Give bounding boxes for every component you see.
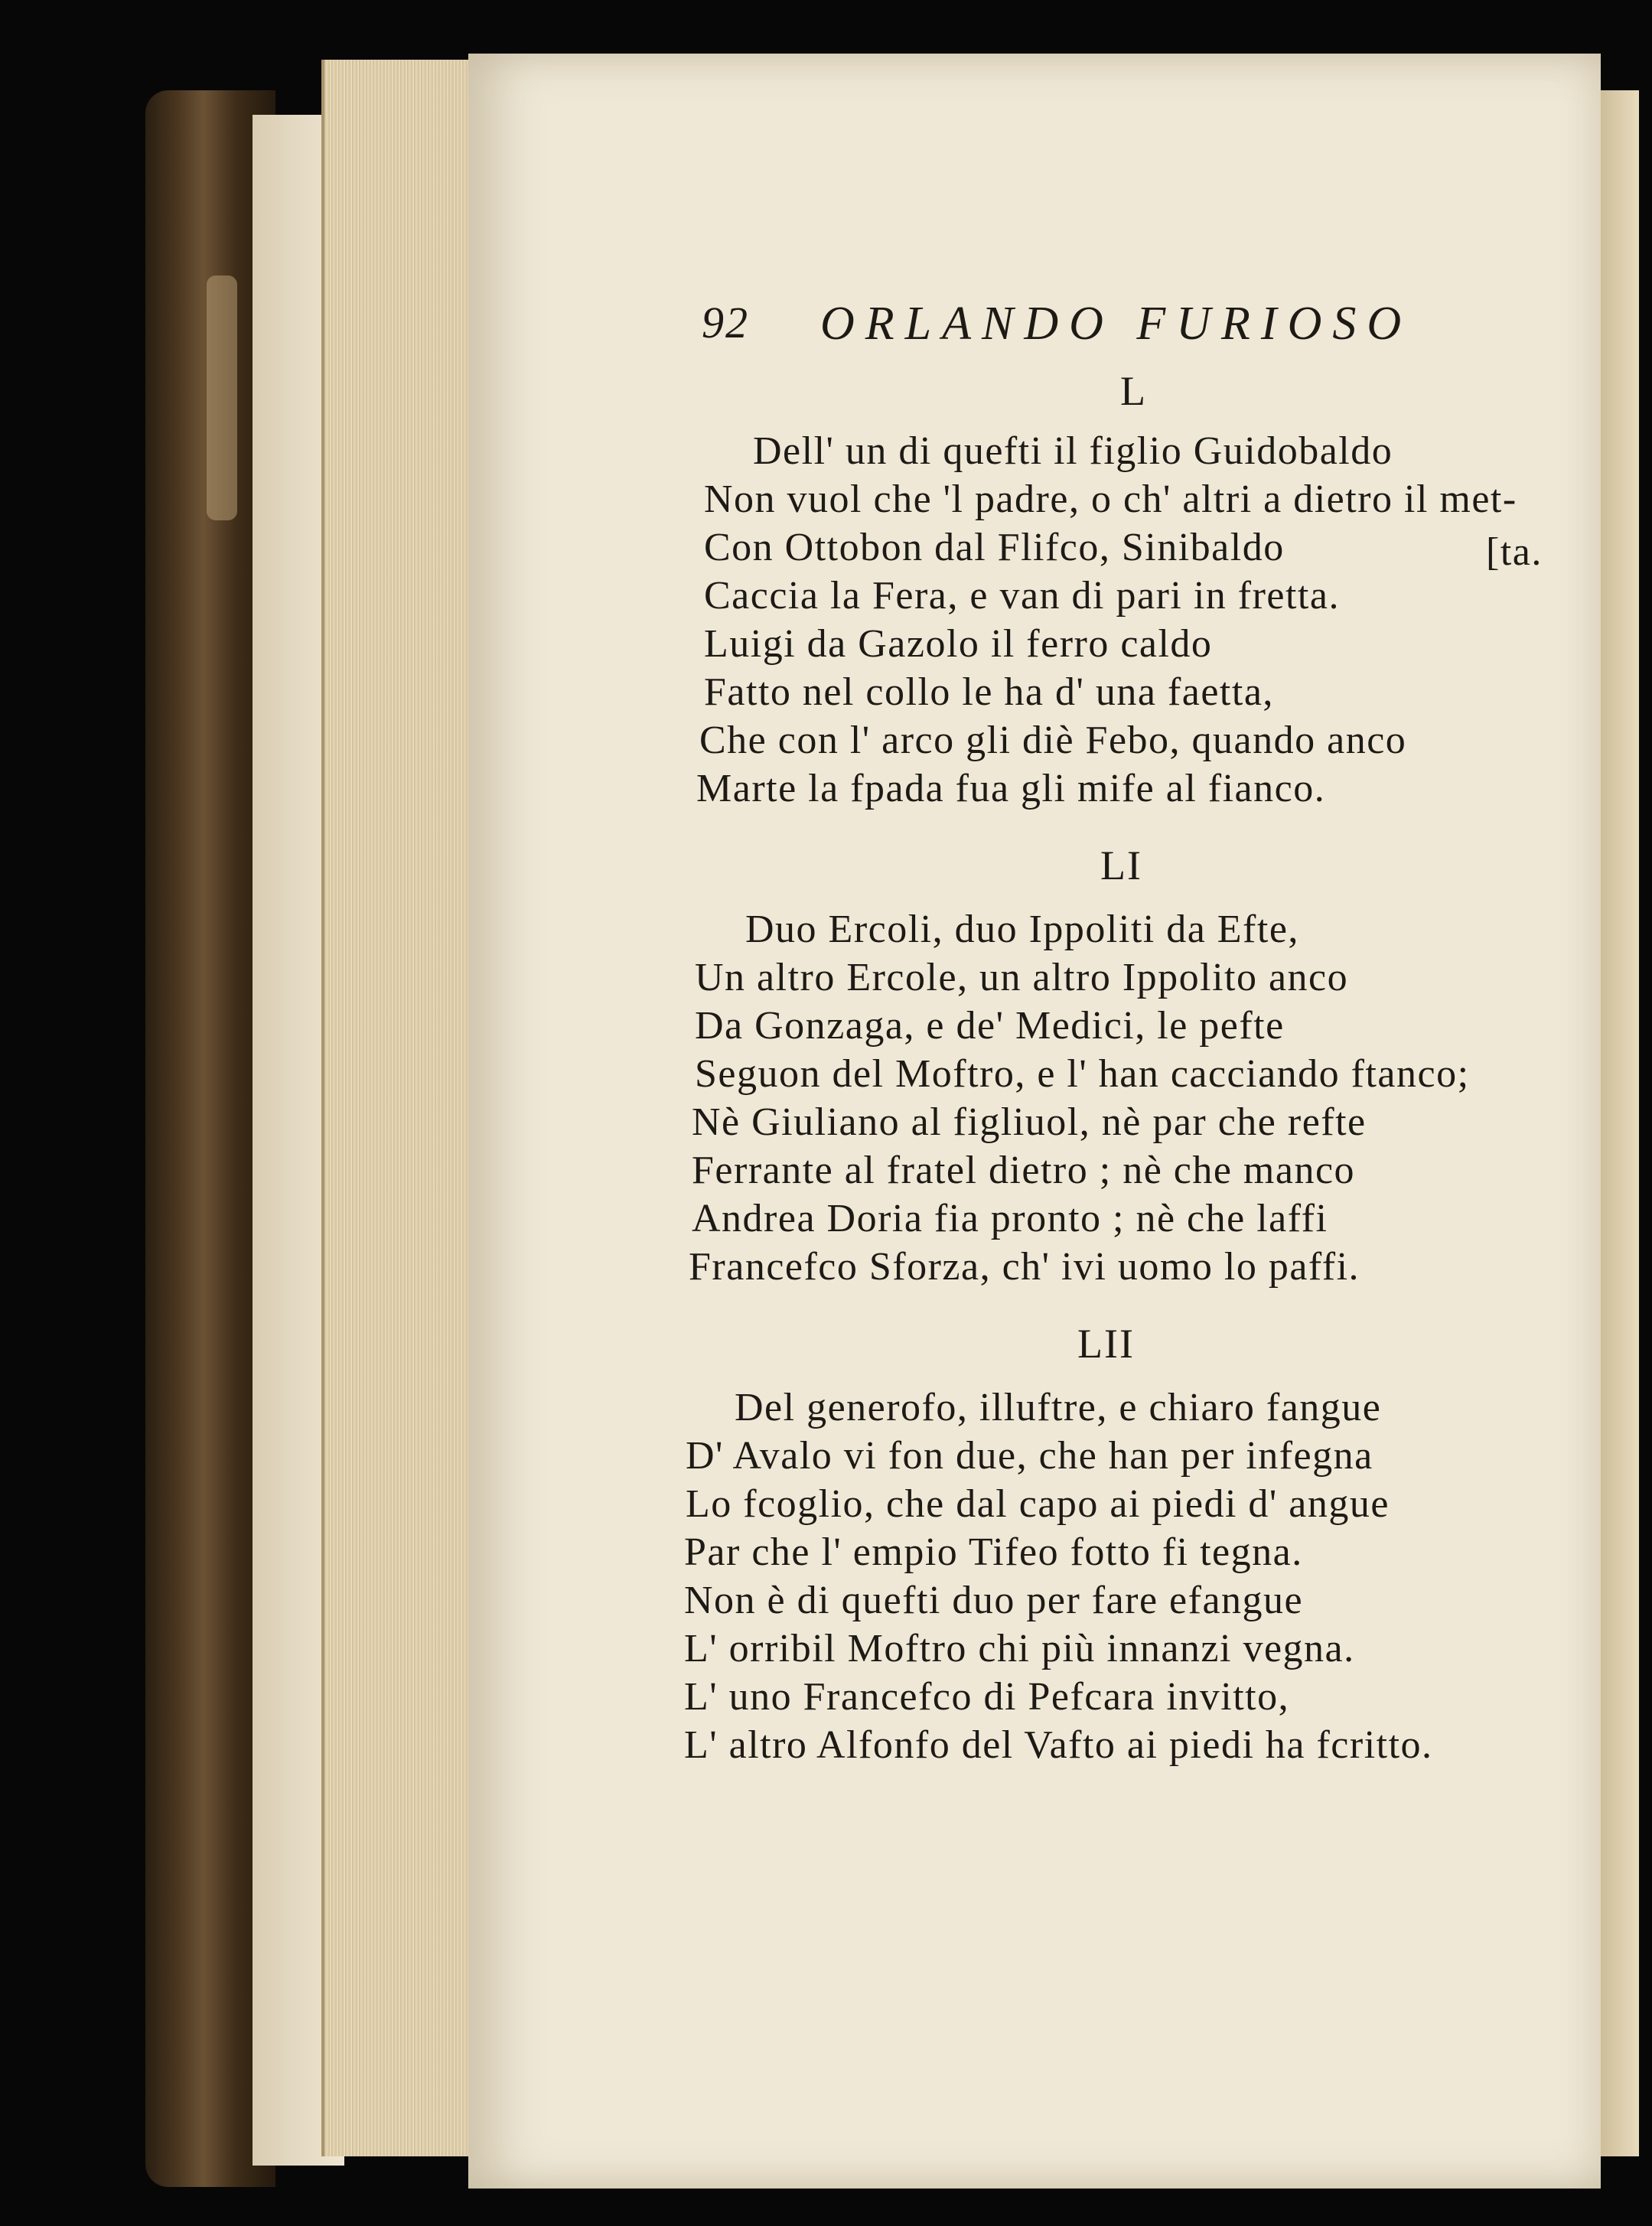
page-edges: [321, 60, 477, 2156]
verse-line: D' Avalo vi fon due, che han per infegna: [686, 1434, 1373, 1478]
page-number: 92: [702, 298, 749, 347]
verse-line: Seguon del Moftro, e l' han cacciando ftanco;: [695, 1052, 1470, 1096]
verse-line: Duo Ercoli, duo Ippoliti da Efte,: [745, 908, 1299, 951]
stanza-number: LI: [1100, 842, 1142, 888]
verse-line: Fatto nel collo le ha d' una faetta,: [704, 670, 1274, 714]
verse-line: Del generofo, illuftre, e chiaro fangue: [735, 1386, 1382, 1429]
verse-line: L' altro Alfonfo del Vafto ai piedi ha fcritto.: [684, 1723, 1433, 1767]
stanza-number: LII: [1077, 1321, 1135, 1367]
facing-page-edge: [1601, 90, 1639, 2156]
stanza-number: L: [1120, 368, 1147, 414]
verse-line: Marte la fpada fua gli mife al fianco.: [696, 767, 1326, 810]
verse-line: Caccia la Fera, e van di pari in fretta.: [704, 574, 1340, 618]
verse-line: L' orribil Moftro chi più innanzi vegna.: [684, 1627, 1355, 1670]
verse-line: Andrea Doria fia pronto ; nè che laffi: [692, 1197, 1328, 1240]
verse-line: Un altro Ercole, un altro Ippolito anco: [695, 956, 1349, 999]
verse-line: Lo fcoglio, che dal capo ai piedi d' angue: [686, 1482, 1390, 1526]
spine-wear-patch: [207, 275, 237, 520]
verse-line: Dell' un di quefti il figlio Guidobaldo: [753, 429, 1393, 473]
turnover-text: [ta.: [1486, 530, 1543, 574]
verse-line: Francefco Sforza, ch' ivi uomo lo paffi.: [689, 1245, 1360, 1289]
verse-line: Non vuol che 'l padre, o ch' altri a dietro il met-: [704, 477, 1517, 521]
verse-line: Non è di quefti duo per fare efangue: [684, 1579, 1304, 1622]
verse-line: Par che l' empio Tifeo fotto fi tegna.: [684, 1530, 1303, 1574]
running-head: [468, 297, 1601, 366]
page-text: [468, 54, 1601, 2189]
verse-line: Nè Giuliano al figliuol, nè par che refte: [692, 1100, 1367, 1144]
verse-line: Ferrante al fratel dietro ; nè che manco: [692, 1149, 1356, 1192]
book-page: [468, 54, 1601, 2189]
verse-line: Da Gonzaga, e de' Medici, le pefte: [695, 1004, 1285, 1048]
verse-line: Con Ottobon dal Flifco, Sinibaldo: [704, 526, 1285, 569]
verse-line: Che con l' arco gli diè Febo, quando anco: [699, 719, 1407, 762]
verse-line: Luigi da Gazolo il ferro caldo: [704, 622, 1213, 666]
verse-line: L' uno Francefco di Pefcara invitto,: [684, 1675, 1290, 1719]
running-title: ORLANDO FURIOSO: [820, 298, 1413, 350]
